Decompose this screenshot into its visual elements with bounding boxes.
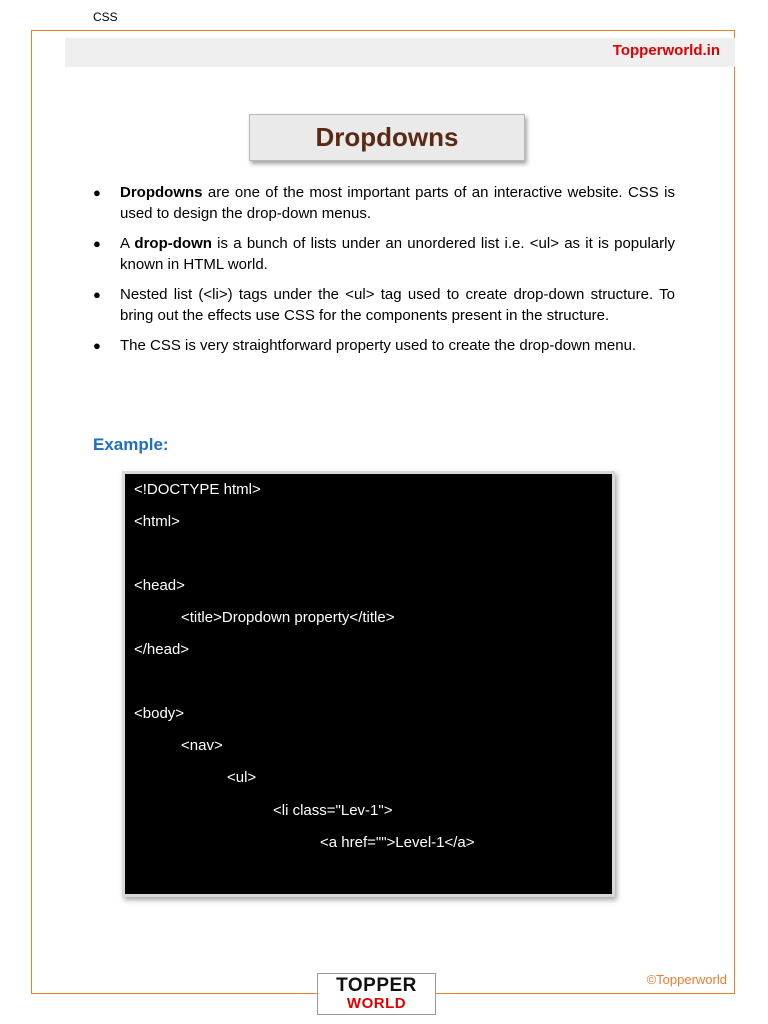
code-line: <nav>	[181, 737, 223, 754]
bullet-text: is a bunch of lists under an unordered list i.e. <ul> as it is popularly known in HTML world.	[120, 235, 675, 273]
list-item	[93, 182, 675, 224]
logo-line-2: WORLD	[346, 995, 407, 1012]
list-item	[93, 233, 675, 275]
code-block	[122, 471, 615, 897]
code-line: <a href="">Level-1</a>	[320, 834, 475, 851]
bullet-icon: ●	[93, 287, 101, 302]
list-item	[93, 335, 675, 356]
bullet-list	[93, 182, 675, 365]
bullet-icon: ●	[93, 338, 101, 353]
bullet-text: are one of the most important parts of an interactive website. CSS is used to design the drop-down menus.	[120, 184, 675, 222]
site-name: Topperworld.in	[612, 42, 720, 59]
code-line: <html>	[134, 513, 180, 530]
bullet-prefix: A	[120, 235, 135, 252]
code-line: <!DOCTYPE html>	[134, 481, 261, 498]
topperworld-logo	[317, 973, 436, 1015]
title-box	[249, 114, 525, 161]
example-heading: Example:	[93, 435, 169, 454]
code-line: <li class="Lev-1">	[273, 802, 393, 819]
bullet-text: Nested list (<li>) tags under the <ul> tag used to create drop-down structure. To bring out the effects use CSS for the components present in the structure.	[120, 286, 675, 324]
running-header-label: CSS	[93, 10, 118, 24]
code-line: <body>	[134, 705, 185, 722]
logo-line-1: TOPPER	[336, 975, 417, 996]
list-item	[93, 284, 675, 326]
bullet-icon: ●	[93, 185, 101, 200]
code-line: </head>	[134, 641, 190, 658]
bullet-bold-term: drop-down	[134, 235, 212, 252]
code-line: <title>Dropdown property</title>	[181, 609, 395, 626]
code-line: <ul>	[227, 769, 257, 786]
copyright-text: ©Topperworld	[646, 972, 727, 987]
bullet-icon: ●	[93, 236, 101, 251]
page-title: Dropdowns	[315, 122, 459, 152]
code-line: <head>	[134, 577, 185, 594]
bullet-bold-term: Dropdowns	[120, 184, 203, 201]
bullet-text: The CSS is very straightforward property used to create the drop-down menu.	[120, 337, 637, 354]
